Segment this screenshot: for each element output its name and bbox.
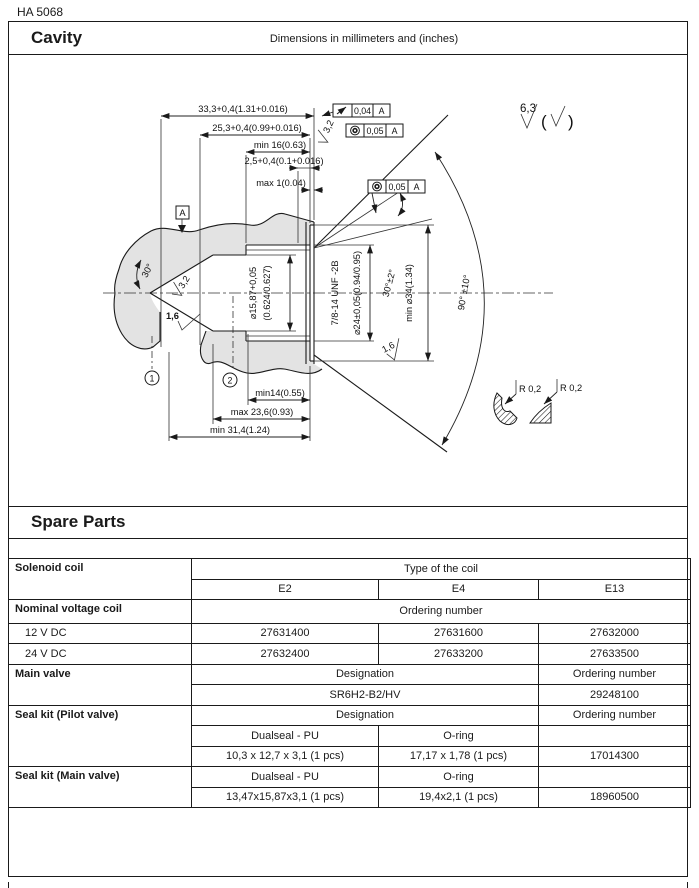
frame3-datum: A: [413, 182, 420, 192]
main-seal-size-dualseal: 13,47x15,87x3,1 (1 pcs): [192, 787, 379, 808]
ordering-24v-e2: 27632400: [192, 644, 379, 665]
dia-spotface-text: min ⌀34(1.34): [404, 264, 414, 322]
tolerance-frame-concentricity-1: [346, 124, 403, 137]
radius-left-text: R 0,2: [519, 384, 542, 394]
angle-spotface-text: 90° ±10°: [456, 273, 473, 311]
dimension-outer-depth: [169, 425, 310, 437]
spare-parts-title: Spare Parts: [31, 512, 126, 531]
pilot-seal-type-dualseal: Dualseal - PU: [192, 726, 379, 747]
paren-open-text: (: [541, 112, 547, 131]
centerlines: [103, 293, 553, 371]
dim-spotface-depth-text: max 1(0.04): [256, 178, 306, 188]
empty-cell: [539, 726, 691, 747]
roughness-general-mark: [520, 103, 574, 131]
empty-cell: [539, 767, 691, 788]
next-section-stub: [8, 882, 688, 888]
dim-mid-depth-text: max 23,6(0.93): [230, 407, 294, 417]
dimension-spotface-depth: [256, 178, 323, 190]
frame1-value: 0,04: [353, 106, 372, 116]
paren-close-text: ): [568, 112, 574, 131]
dimension-thread-min: [246, 140, 310, 152]
ordering-24v-e13: 27633500: [539, 644, 691, 665]
dimension-pilot-diameter: [248, 255, 290, 331]
coil-type-e4: E4: [379, 579, 539, 600]
dim-depth-thread-text: 25,3+0,4(0.99+0.016): [212, 123, 302, 133]
frame2-value: 0,05: [366, 126, 384, 136]
callout-2-text: 2: [227, 375, 233, 386]
dim-depth-total-text: 33,3+0,4(1.31+0.016): [198, 104, 288, 114]
header-pilot-designation: Designation: [192, 705, 539, 726]
radius-right-text: R 0,2: [560, 383, 583, 393]
dia-pilot-inch-text: (0.624/0.627): [262, 265, 272, 321]
dim-pilot-depth-text: min14(0.55): [255, 388, 305, 398]
angle-cone-text: 30°: [139, 262, 156, 280]
table-row: [9, 664, 691, 685]
header-main-valve-designation: Designation: [192, 664, 539, 685]
dimension-pilot-depth: [248, 388, 310, 400]
dim-spotface-offset-text: 2,5+0,4(0.1+0.016): [244, 156, 324, 166]
row-label-seal-kit-main: Seal kit (Main valve): [9, 767, 192, 808]
datum-a-text: A: [179, 208, 186, 218]
roughness-spotface-text: 1,6: [380, 339, 397, 355]
main-seal-size-oring: 19,4x2,1 (1 pcs): [379, 787, 539, 808]
header-type-of-coil: Type of the coil: [192, 559, 691, 580]
main-seal-ordering: 18960500: [539, 787, 691, 808]
dimension-depth-total: [161, 104, 314, 116]
callout-1-text: 1: [149, 373, 155, 384]
spare-parts-table: [8, 558, 691, 808]
roughness-face-text: 3,2: [321, 118, 336, 135]
cavity-title: Cavity: [31, 28, 83, 47]
dimension-thread-diameter: [352, 245, 370, 341]
table-row: [9, 767, 691, 788]
page-frame: [8, 21, 688, 877]
table-row: [9, 623, 691, 644]
frame2-datum: A: [391, 126, 398, 136]
cavity-drawing-area: [9, 55, 687, 507]
main-seal-type-oring: O-ring: [379, 767, 539, 788]
roughness-seat-text: 1,6: [166, 311, 179, 321]
angle-chamfer-text: 30°±2°: [380, 268, 398, 299]
spare-parts-title-bar: [9, 507, 687, 539]
coil-type-e13: E13: [539, 579, 691, 600]
row-label-24vdc: 24 V DC: [9, 644, 192, 665]
roughness-spotface-mark: [380, 337, 407, 363]
pilot-seal-size-dualseal: 10,3 x 12,7 x 3,1 (1 pcs): [192, 746, 379, 767]
table-row: [9, 644, 691, 665]
main-seal-type-dualseal: Dualseal - PU: [192, 767, 379, 788]
dim-outer-depth-text: min 31,4(1.24): [210, 425, 270, 435]
doc-number: HA 5068: [17, 5, 64, 19]
thread-designation: [330, 260, 340, 325]
main-valve-designation: SR6H2-B2/HV: [192, 685, 539, 706]
spare-parts-section: [9, 539, 687, 876]
coil-type-e2: E2: [192, 579, 379, 600]
header-main-valve-ordering: Ordering number: [539, 664, 691, 685]
row-label-seal-kit-pilot: Seal kit (Pilot valve): [9, 705, 192, 767]
pilot-seal-type-oring: O-ring: [379, 726, 539, 747]
main-valve-ordering: 29248100: [539, 685, 691, 706]
table-row: [9, 600, 691, 624]
cavity-drawing: [9, 55, 687, 507]
thread-text: 7/8-14 UNF -2B: [330, 260, 340, 326]
dimension-mid-depth: [213, 407, 310, 419]
dimension-spotface-angle: [435, 152, 484, 445]
pilot-seal-ordering: 17014300: [539, 746, 691, 767]
ordering-12v-e4: 27631600: [379, 623, 539, 644]
tolerance-frame-concentricity-2: [368, 180, 425, 213]
tolerance-frame-runout: [322, 104, 390, 117]
row-label-nominal-voltage: Nominal voltage coil: [9, 600, 192, 624]
cavity-title-bar: [9, 22, 687, 55]
ordering-12v-e13: 27632000: [539, 623, 691, 644]
roughness-face-mark: [313, 117, 336, 146]
row-label-main-valve: Main valve: [9, 664, 192, 705]
ordering-24v-e4: 27633200: [379, 644, 539, 665]
callout-2: [223, 373, 237, 387]
cavity-subtitle: Dimensions in millimeters and (inches): [269, 33, 459, 45]
dim-thread-min-text: min 16(0.63): [253, 140, 307, 150]
dia-pilot-text: ⌀15,87+0,05: [248, 266, 258, 320]
row-label-solenoid-coil: Solenoid coil: [9, 559, 192, 600]
datum-a-flag: [176, 206, 189, 233]
pilot-seal-size-oring: 17,17 x 1,78 (1 pcs): [379, 746, 539, 767]
dimension-chamfer-angle: [381, 268, 398, 298]
dimension-spotface-offset: [244, 156, 323, 168]
frame1-datum: A: [378, 106, 385, 116]
dia-thread-text: ⌀24±0,05(0.94/0.95): [352, 250, 362, 336]
table-row: [9, 559, 691, 580]
dimension-depth-thread: [200, 123, 310, 135]
roughness-general-text: 6,3: [520, 103, 536, 115]
header-pilot-ordering: Ordering number: [539, 705, 691, 726]
callout-1: [145, 371, 159, 385]
table-row: [9, 705, 691, 726]
ordering-12v-e2: 27631400: [192, 623, 379, 644]
header-ordering-number: Ordering number: [192, 600, 691, 624]
frame3-value: 0,05: [388, 182, 406, 192]
row-label-12vdc: 12 V DC: [9, 623, 192, 644]
roughness-cone-text: 3,2: [176, 274, 192, 291]
